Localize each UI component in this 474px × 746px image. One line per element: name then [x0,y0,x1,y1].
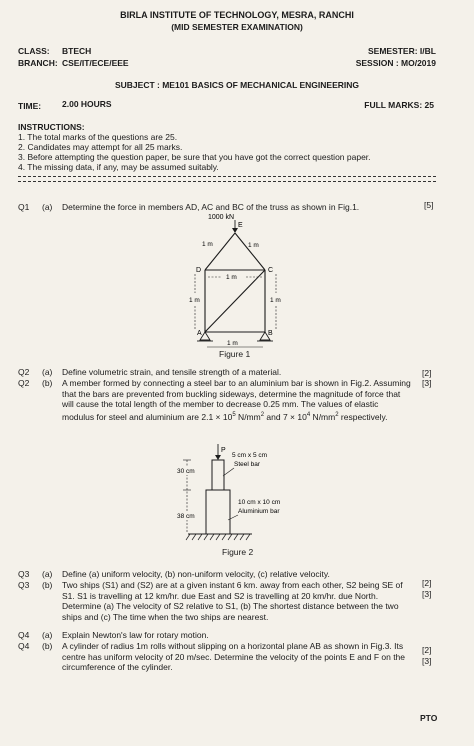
fig1-node-a: A [197,330,202,337]
member-de [205,233,235,270]
question-text [62,378,412,422]
question-marks: [2] [422,645,432,655]
fig2-al-name: Aluminium bar [238,508,280,515]
semester: SEMESTER: I/BL [367,46,436,56]
fig1-dim-bottom: 1 m [227,340,238,347]
question-part: (a) [42,630,53,640]
question-text: A cylinder of radius 1m rolls without slipping on a horizontal plane AB as shown in Fig.3. Its centre has uniform velocity of 20 m/sec. Determine the velocity of the points E and F on the circumference of the cylinder. [62,641,406,673]
fig1-dim-right-side: 1 m [270,297,281,304]
ground-hatch [186,534,250,540]
superscript: 5 [232,411,236,418]
question-text: Determine the force in members AD, AC and BC of the truss as shown in Fig.1. [62,202,360,212]
question-text: Two ships (S1) and (S2) are at a given instant 6 km. away from each other, S2 being SE of S1. S1 is travelling at 12 km/hr. due East and S2 is travelling at 20 km/hr. due North. Determine (a) The velocity of S2 relative to S1, (b) The shortest distance between the two ships and (c) The time when the two ships are nearest. [62,580,403,622]
fig1-node-b: B [268,330,273,337]
load-arrowhead [215,455,221,460]
question-text-part: N/mm [310,411,336,422]
question-marks: [2] [422,578,432,588]
question-marks: [2] [422,368,432,378]
steel-bar [212,460,224,490]
question-number: Q4 [18,641,30,651]
pto-label: PTO [420,713,438,723]
fig2-load-label: P [221,447,226,454]
question-marks: [3] [422,589,432,599]
instruction-item: 3. Before attempting the question paper, be sure that you have got the correct question paper. [18,152,371,162]
branch-label: BRANCH: [18,58,58,68]
time-label: TIME: [18,101,42,111]
session: SESSION : MO/2019 [355,58,436,68]
question-number: Q4 [18,630,30,640]
fig1-node-e: E [238,222,243,229]
fig1-dim-left-side: 1 m [189,297,200,304]
instructions-title: INSTRUCTIONS: [18,122,85,132]
question-number: Q2 [18,378,30,388]
figure-1-truss [180,210,300,358]
question-number: Q3 [18,569,30,579]
instruction-item: 1. The total marks of the questions are 25. [18,132,178,142]
member-ce [235,233,265,270]
class-label: CLASS: [18,46,50,56]
instruction-item: 2. Candidates may attempt for all 25 marks. [18,142,183,152]
question-number: Q2 [18,367,30,377]
fig2-al-size: 10 cm x 10 cm [238,499,281,506]
fig2-steel-size: 5 cm x 5 cm [232,452,268,459]
superscript: 2 [260,411,265,418]
question-text: Explain Newton's law for rotary motion. [62,630,209,640]
question-part: (a) [42,202,53,212]
fig1-load-label: 1000 kN [208,214,235,221]
question-number: Q1 [18,202,30,212]
question-text-part: respectively. [338,411,388,422]
class-value: BTECH [62,46,92,56]
fig1-dim-right-top: 1 m [248,242,259,249]
question-text: Define (a) uniform velocity, (b) non-uniform velocity, (c) relative velocity. [62,569,330,579]
question-marks: [5] [424,200,434,210]
branch-value: CSE/IT/ECE/EEE [62,58,129,68]
question-part: (a) [42,367,53,377]
question-part: (b) [42,378,53,388]
figure-2-caption: Figure 2 [222,547,254,557]
question-number: Q3 [18,580,30,590]
fig2-steel-length: 30 cm [177,468,195,475]
instruction-item: 4. The missing data, if any, may be assumed suitably. [18,162,219,172]
fig1-dim-left-top: 1 m [202,241,213,248]
fig1-node-d: D [196,267,202,274]
pointer-line [223,468,234,476]
question-part: (a) [42,569,53,579]
superscript: 4 [306,411,311,418]
fig2-al-length: 38 cm [177,513,195,520]
question-part: (b) [42,641,53,651]
divider [18,176,436,177]
aluminium-bar [206,490,230,534]
question-marks: [3] [422,656,432,666]
fig2-steel-name: Steel bar [234,461,261,468]
figure-1-caption: Figure 1 [219,349,251,359]
divider [18,181,436,182]
fig1-node-c: C [268,267,274,274]
subject-title: SUBJECT : ME101 BASICS OF MECHANICAL ENGINEERING [114,80,359,90]
question-text: Define volumetric strain, and tensile strength of a material. [62,367,282,377]
question-text-part: A member formed by connecting a steel bar to an aluminium bar is shown in Fig.2. Assuming that the bars are prevented from buckling sideways, determine the magnitude of force that will cause the total length of the member to decrease 0.25 mm. The values of elastic modulus for steel and aluminium are 2.1 × 10 [62,378,411,422]
superscript: 2 [335,411,339,418]
institute-name: BIRLA INSTITUTE OF TECHNOLOGY, MESRA, RANCHI [120,10,354,20]
full-marks: FULL MARKS: 25 [364,100,434,110]
time-value: 2.00 HOURS [62,99,112,109]
question-marks: [3] [422,378,432,388]
exam-title: (MID SEMESTER EXAMINATION) [171,22,303,32]
question-part: (b) [42,580,53,590]
question-text-part: and 7 × 10 [264,411,307,422]
question-text-part: N/mm [235,411,261,422]
figure-2-bars [160,444,330,552]
fig1-dim-middle: 1 m [226,274,237,281]
